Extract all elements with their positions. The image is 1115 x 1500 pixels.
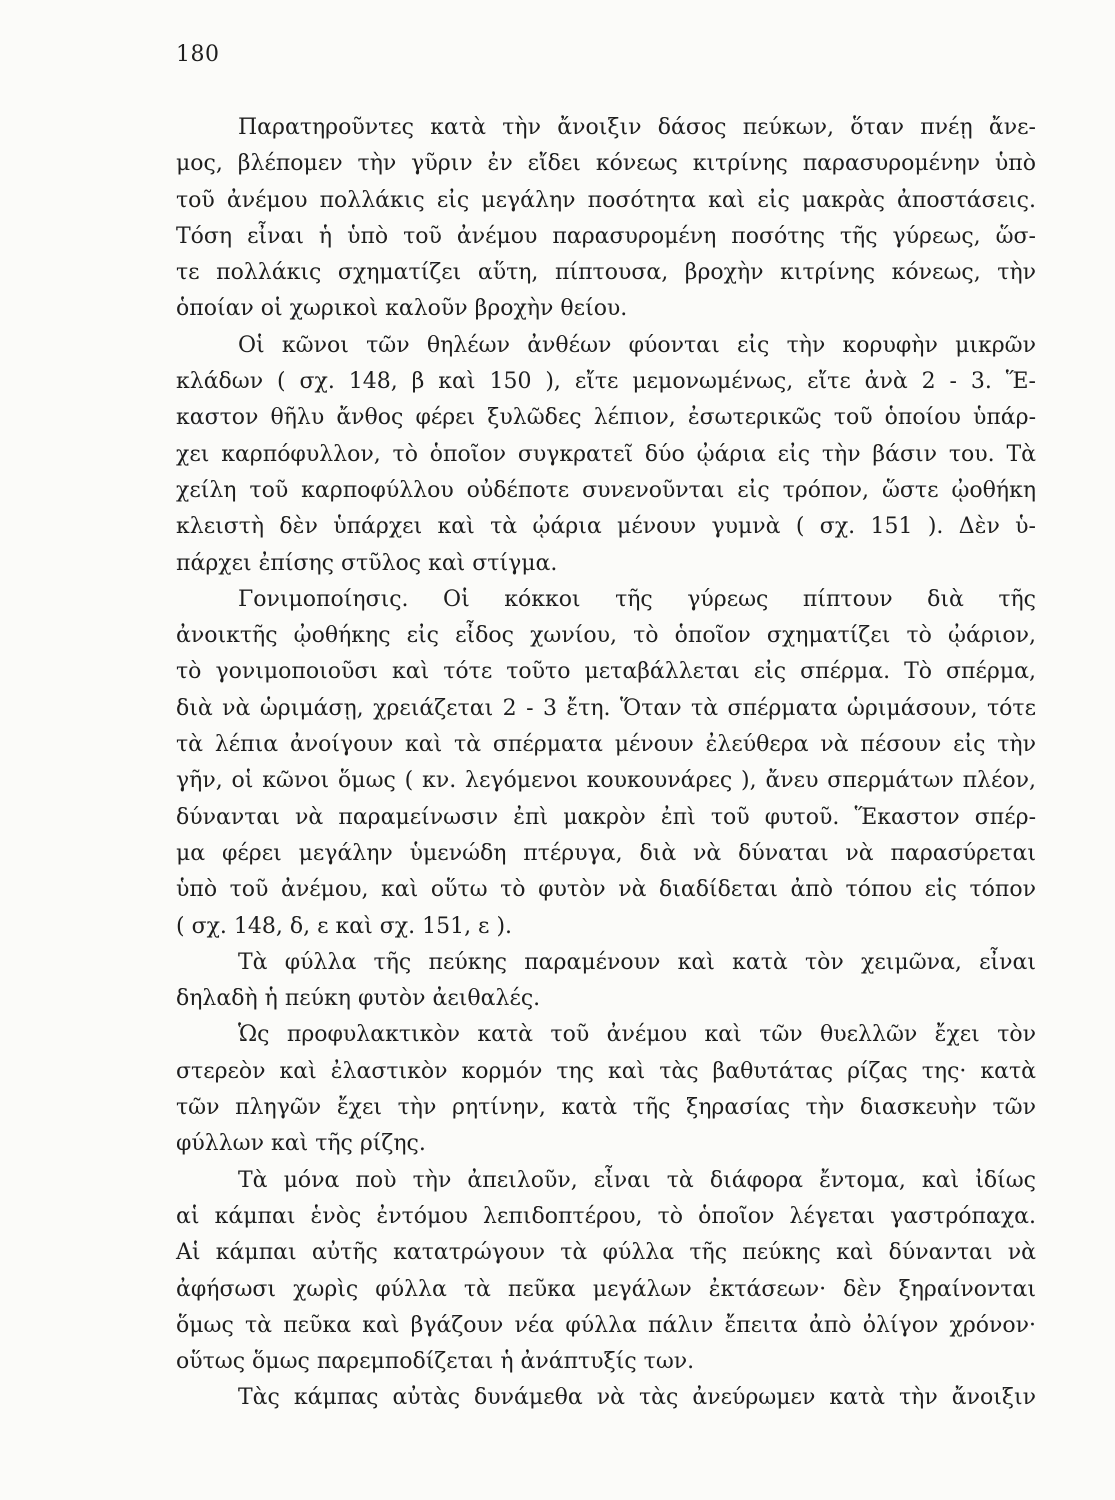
text-line: φύλλων καὶ τῆς ρίζης. <box>176 1131 426 1157</box>
text-line: καστον θῆλυ ἄνθος φέρει ξυλῶδες λέπιον, ἐσωτερικῶς τοῦ ὁποίου ὑπάρ- <box>176 405 1036 431</box>
text-line: ὁποίαν οἱ χωρικοὶ καλοῦν βροχὴν θείου. <box>176 296 628 322</box>
text-line: Τὰ φύλλα τῆς πεύκης παραμένουν καὶ κατὰ τὸν χειμῶνα, εἶναι <box>238 949 1036 975</box>
text-line: οὕτως ὅμως παρεμποδίζεται ἡ ἀνάπτυξίς των. <box>176 1349 695 1375</box>
text-line: μος, βλέπομεν τὴν γῦριν ἐν εἴδει κόνεως κιτρίνης παρασυρομένην ὑπὸ <box>176 151 1036 177</box>
section-heading-line: Γονιμοποίησις. Οἱ κόκκοι τῆς γύρεως πίπτουν διὰ τῆς <box>238 586 1036 612</box>
text-line: χείλη τοῦ καρποφύλλου οὐδέποτε συνενοῦνται εἰς τρόπον, ὥστε ᾠοθήκη <box>176 477 1036 503</box>
text-line: δηλαδὴ ἡ πεύκη φυτὸν ἀειθαλές. <box>176 986 541 1012</box>
text-line: Τὰς κάμπας αὐτὰς δυνάμεθα νὰ τὰς ἀνεύρωμεν κατὰ τὴν ἄνοιξιν <box>238 1385 1036 1411</box>
text-line: πάρχει ἐπίσης στῦλος καὶ στίγμα. <box>176 550 558 576</box>
text-line: ἀφήσωσι χωρὶς φύλλα τὰ πεῦκα μεγάλων ἐκτάσεων· δὲν ξηραίνονται <box>176 1276 1036 1302</box>
text-line: Τόση εἶναι ἡ ὑπὸ τοῦ ἀνέμου παρασυρομένη ποσότης τῆς γύρεως, ὥσ- <box>176 223 1036 249</box>
page-number: 180 <box>176 42 220 67</box>
text-line: τοῦ ἀνέμου πολλάκις εἰς μεγάλην ποσότητα καὶ εἰς μακρὰς ἀποστάσεις. <box>176 187 1036 213</box>
text-line: Αἱ κάμπαι αὐτῆς κατατρώγουν τὰ φύλλα τῆς πεύκης καὶ δύνανται νὰ <box>176 1240 1036 1266</box>
text-line: Παρατηροῦντες κατὰ τὴν ἄνοιξιν δάσος πεύκων, ὅταν πνέῃ ἄνε- <box>238 115 1036 140</box>
text-line: τὸ γονιμοποιοῦσι καὶ τότε τοῦτο μεταβάλλεται εἰς σπέρμα. Τὸ σπέρμα, <box>176 659 1036 685</box>
text-line: ( σχ. 148, δ, ε καὶ σχ. 151, ε ). <box>176 913 513 939</box>
text-line: ὑπὸ τοῦ ἀνέμου, καὶ οὕτω τὸ φυτὸν νὰ διαδίδεται ἀπὸ τόπου εἰς τόπον <box>176 877 1036 903</box>
text-line: Τὰ μόνα ποὺ τὴν ἀπειλοῦν, εἶναι τὰ διάφορα ἔντομα, καὶ ἰδίως <box>238 1167 1036 1193</box>
text-line: χει καρπόφυλλον, τὸ ὁποῖον συγκρατεῖ δύο ᾠάρια εἰς τὴν βάσιν του. Τὰ <box>176 441 1036 467</box>
text-line: κλειστὴ δὲν ὑπάρχει καὶ τὰ ᾠάρια μένουν γυμνὰ ( σχ. 151 ). Δὲν ὑ- <box>176 514 1036 540</box>
text-line: δύνανται νὰ παραμείνωσιν ἐπὶ μακρὸν ἐπὶ τοῦ φυτοῦ. Ἕκαστον σπέρ- <box>176 804 1036 830</box>
text-line: κλάδων ( σχ. 148, β καὶ 150 ), εἴτε μεμονωμένως, εἴτε ἀνὰ 2 - 3. Ἕ- <box>176 369 1036 395</box>
text-line: τὰ λέπια ἀνοίγουν καὶ τὰ σπέρματα μένουν ἐλεύθερα νὰ πέσουν εἰς τὴν <box>176 732 1036 758</box>
text-line: τῶν πληγῶν ἔχει τὴν ρητίνην, κατὰ τῆς ξηρασίας τὴν διασκευὴν τῶν <box>176 1095 1036 1121</box>
text-line: Οἱ κῶνοι τῶν θηλέων ἀνθέων φύονται εἰς τὴν κορυφὴν μικρῶν <box>238 332 1036 358</box>
body-text <box>176 110 1036 1417</box>
text-line: μα φέρει μεγάλην ὑμενώδη πτέρυγα, διὰ νὰ δύναται νὰ παρασύρεται <box>176 840 1036 866</box>
text-line: ἀνοικτῆς ᾠοθήκης εἰς εἶδος χωνίου, τὸ ὁποῖον σχηματίζει τὸ ᾠάριον, <box>176 623 1036 649</box>
text-line: γῆν, οἱ κῶνοι ὅμως ( κν. λεγόμενοι κουκουνάρες ), ἄνευ σπερμάτων πλέον, <box>176 768 1036 794</box>
text-line: τε πολλάκις σχηματίζει αὕτη, πίπτουσα, βροχὴν κιτρίνης κόνεως, τὴν <box>176 260 1036 286</box>
text-line: στερεὸν καὶ ἐλαστικὸν κορμόν της καὶ τὰς βαθυτάτας ρίζας της· κατὰ <box>176 1058 1036 1084</box>
text-line: αἱ κάμπαι ἑνὸς ἐντόμου λεπιδοπτέρου, τὸ ὁποῖον λέγεται γαστρόπαχα. <box>176 1203 1036 1229</box>
text-line: ὅμως τὰ πεῦκα καὶ βγάζουν νέα φύλλα πάλιν ἔπειτα ἀπὸ ὀλίγον χρόνον· <box>176 1312 1036 1338</box>
text-line: διὰ νὰ ὡριμάσῃ, χρειάζεται 2 - 3 ἔτη. Ὅταν τὰ σπέρματα ὡριμάσουν, τότε <box>176 695 1036 721</box>
text-line: Ὡς προφυλακτικὸν κατὰ τοῦ ἀνέμου καὶ τῶν θυελλῶν ἔχει τὸν <box>238 1022 1036 1048</box>
